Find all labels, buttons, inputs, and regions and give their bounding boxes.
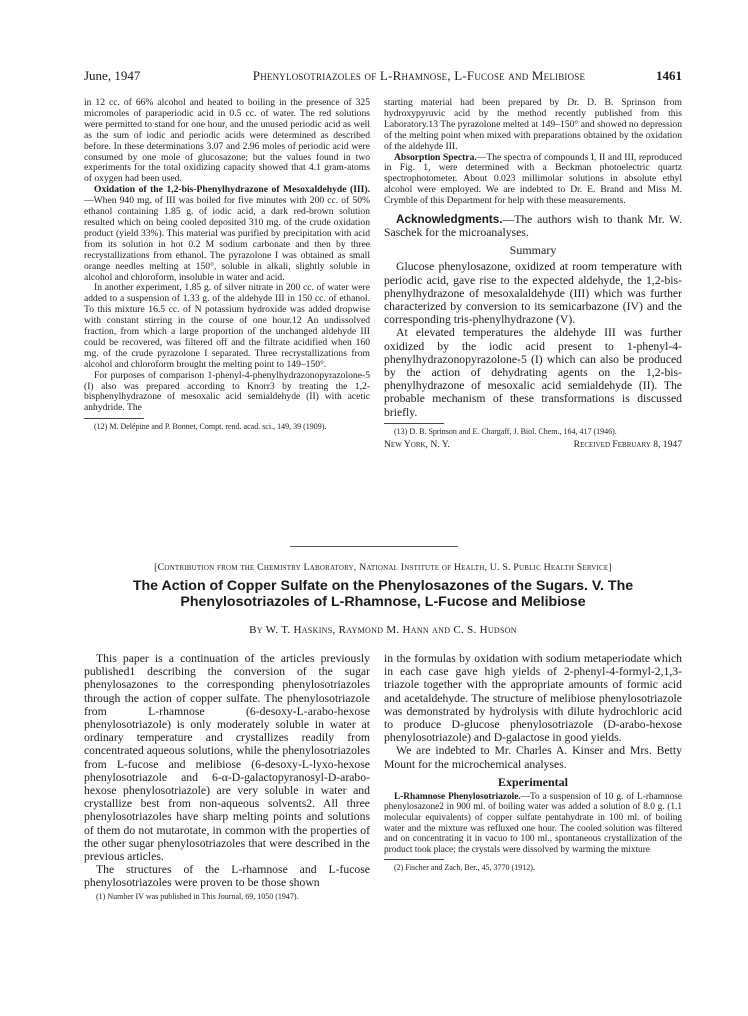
- run-in-heading: Oxidation of the 1,2-bis-Phenylhydrazone of Mesoxaldehyde (III).: [94, 184, 370, 196]
- acknowledgments: [384, 213, 682, 239]
- paragraph: [384, 213, 682, 239]
- title-line: The Action of Copper Sulfate on the Phenylosazones of the Sugars. V. The: [132, 578, 634, 594]
- footnote: (13) D. B. Sprinson and E. Chargaff, J. Biol. Chem., 164, 417 (1946).: [394, 426, 617, 436]
- title-line: Phenylosotriazoles of L-Rhamnose, L-Fucose and Melibiose: [180, 594, 586, 611]
- paragraph: [84, 185, 370, 283]
- summary-heading: Summary: [509, 243, 557, 258]
- page-number: 1461: [656, 68, 682, 83]
- summary: [384, 260, 682, 418]
- prev-right-column: [384, 98, 682, 451]
- signature-line: [384, 440, 682, 451]
- contribution-line: [Contribution from the Chemistry Laboratory, National Institute of Health, U. S. Public Health Service]: [154, 562, 612, 573]
- footnote: (1) Number IV was published in This Journal, 69, 1050 (1947).: [96, 891, 299, 901]
- paragraph-body: —To a suspension of 10 g. of L-rhamnose phenylosazone2 in 900 ml. of boiling water was added a solution of 8.0 g. (1.1 molecular equivalents) of copper sulfate pentahydrate in 100 ml. of boiling water and the mixture was refluxed one hour. The cooled solution was filtered and on concentrating it in vacuo to 100 ml., spontaneous crystallization of the product took place; the crystals were dissolved by warming the mixture: [384, 791, 682, 855]
- received-date: Received February 8, 1947: [573, 438, 682, 450]
- intro-continued: [384, 652, 682, 771]
- running-header: [84, 68, 682, 86]
- running-title: Phenylosotriazoles of L-Rhamnose, L-Fucose and Melibiose: [252, 68, 586, 83]
- paragraph-body: —The spectra of compounds I, II and III, reproduced in Fig. 1, were determined with a Beckman photoelectric quartz spectrophotometer. About 0.023 millimolar solutions in absolute ethyl alcohol were employed. We are indebted to Dr. E. Brand and Miss M. Crymble of this Department for help with these measurements.: [384, 151, 682, 207]
- ack-body: —The authors wish to thank Mr. W. Saschek for the microanalyses.: [384, 213, 682, 240]
- article-divider: [290, 546, 458, 547]
- ack-heading: Acknowledgments.: [396, 213, 503, 227]
- paragraph: At elevated temperatures the aldehyde III was further oxidized by the iodic acid present to 1-phenyl-4-phenylhydrazonopyrazolone-5 (I) which can also be produced by the action of dehydrating agents on the 1,2-bis-phenylhydrazone of mesoxalic acid semialdehyde (II). The probable mechanism of these transformations is discussed briefly.: [384, 326, 682, 419]
- header-date: June, 1947: [84, 68, 141, 83]
- article-right-column: [384, 652, 682, 873]
- article-title: [84, 578, 682, 611]
- run-in-heading: L-Rhamnose Phenylosotriazole.: [394, 791, 521, 802]
- footnote-rule: [84, 418, 144, 419]
- paragraph: [384, 792, 682, 856]
- experimental-heading: Experimental: [498, 774, 568, 789]
- paragraph: in the formulas by oxidation with sodium metaperiodate which in each case gave high yields of 2-phenyl-4-formyl-2,1,3-triazole together with the appropriate amounts of formic acid and acetaldehyde. The structure of melibiose phenylosotriazole was demonstrated by hydrolysis with dilute hydrochloric acid to produce D-glucose phenylosotriazole (D-arabo-hexose phenylosotriazole) and D-galactose in good yields.: [384, 652, 682, 745]
- paragraph: For purposes of comparison 1-phenyl-4-phenylhydrazonopyrazolone-5 (I) also was prepared according to Knorr3 by treating the 1,2-bisphenylhydrazone of mesoxalic acid semialdehyde (II) with acetic anhydride. The: [84, 369, 370, 414]
- footnote-rule: [384, 859, 444, 860]
- byline: By W. T. Haskins, Raymond M. Hann and C. S. Hudson: [249, 624, 517, 636]
- paragraph: in 12 cc. of 66% alcohol and heated to boiling in the presence of 325 micromoles of paraperiodic acid in 0.5 cc. of water. The red solutions were permitted to stand for one hour, and the unused periodic acid as well as the sum of iodic and periodic acids were determined as described before. In these determinations 3.07 and 2.96 moles of periodic acid were consumed by one mole of glucosazone; but the values found in two experiments for the total oxidizing capacity showed that 4.1 gram-atoms of oxygen had been used.: [84, 97, 370, 185]
- paragraph: In another experiment, 1.85 g. of silver nitrate in 200 cc. of water were added to a suspension of 1.33 g. of the aldehyde III in 150 cc. of ethanol. To this mixture 16.5 cc. of N potassium hydroxide was added dropwise with constant stirring in the course of one hour.12 An undissolved fraction, from which a large proportion of the unchanged aldehyde III could be recovered, was filtered off and the filtrate acidified when 160 mg. of the crude pyrazolone I separated. Three recrystallizations from alcohol and chloroform brought the melting point to 149–150°.: [84, 282, 370, 370]
- city: New York, N. Y.: [384, 438, 450, 450]
- paragraph: Glucose phenylosazone, oxidized at room temperature with periodic acid, gave rise to the expected aldehyde, the 1,2-bis-phenylhydrazone of mesoxalaldehyde (III) which was further characterized by conversion to its semicarbazone (IV) and the corresponding tris-phenylhydrazone (V).: [384, 260, 682, 327]
- run-in-heading: Absorption Spectra.: [394, 151, 477, 163]
- footnote: (2) Fischer and Zach, Ber., 45, 3770 (1912).: [394, 863, 535, 873]
- footnote: (12) M. Delépine and P. Bonnet, Compt. rend. acad. sci., 149, 39 (1909).: [94, 422, 327, 432]
- paragraph-body: —When 940 mg. of III was boiled for five minutes with 200 cc. of 50% ethanol containing 1.85 g. of iodic acid, a dark red-brown solution resulted which on being cooled deposited 310 mg. of the crude oxidation product (yield 33%). This material was purified by precipitation with acid from its solution in hot 0.2 M sodium carbonate and then by three recrystallizations from ethanol. The pyrazolone I was obtained as small orange needles melting at 150°, soluble in alkali, slightly soluble in alcohol and chloroform, insoluble in water and acid.: [84, 195, 370, 283]
- paragraph: We are indebted to Mr. Charles A. Kinser and Mrs. Betty Mount for the microchemical analyses.: [384, 744, 682, 771]
- paragraph: starting material had been prepared by Dr. D. B. Sprinson from hydroxypyruvic acid by the method recently published from this Laboratory.13 The pyrazolone melted at 149–150° and showed no depression of the melting point when mixed with preparations obtained by the oxidation of the aldehyde III.: [384, 97, 682, 152]
- article-left-column: [84, 652, 370, 902]
- paragraph: The structures of the L-rhamnose and L-fucose phenylosotriazoles were proven to be those shown: [84, 863, 370, 890]
- footnote-rule: [384, 423, 444, 424]
- paragraph: [384, 153, 682, 208]
- experimental-section: [384, 792, 682, 856]
- prev-left-column: [84, 98, 370, 432]
- paragraph: This paper is a continuation of the articles previously published1 describing the conversion of the sugar phenylosazones to the corresponding phenylosotriazoles through the action of copper sulfate. The phenylosotriazole from L-rhamnose (6-desoxy-L-arabo-hexose phenylosotriazole) is only moderately soluble in water at ordinary temperature and crystallizes readily from concentrated aqueous solutions, while the phenylosotriazoles from L-fucose and melibiose (6-desoxy-L-lyxo-hexose phenylosotriazole and 6-α-D-galactopyranosyl-D-arabo-hexose phenylosotriazole) are very soluble in water and crystallize best from non-aqueous solvents2. All three phenylosotriazoles have sharp melting points and solutions of them do not mutarotate, in common with the properties of the other sugar phenylosotriazoles that were described in the previous articles.: [84, 652, 370, 864]
